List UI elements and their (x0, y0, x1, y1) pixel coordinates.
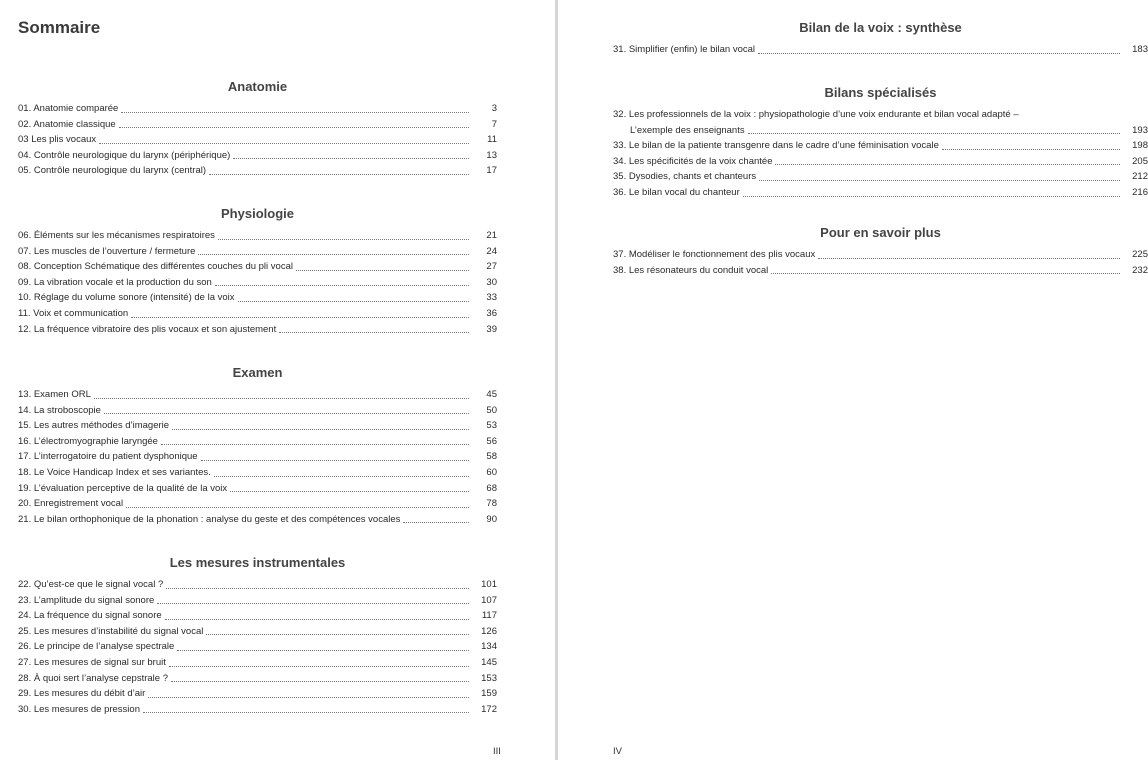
toc-entry (18, 639, 497, 655)
entry-label: 15. Les autres méthodes d’imagerie (18, 420, 170, 432)
toc-entry (18, 496, 497, 512)
toc-entry (18, 608, 497, 624)
entry-page-number: 101 (481, 579, 497, 590)
entry-page-number: 90 (486, 513, 497, 525)
entry-page-number: 58 (486, 451, 497, 463)
toc-entry (18, 228, 497, 244)
entry-page-number: 36 (486, 307, 497, 319)
entry-page-number: 30 (486, 276, 497, 288)
dot-leader (238, 301, 469, 302)
page-folio: III (493, 746, 501, 757)
dot-leader (126, 507, 469, 508)
dot-leader (206, 634, 469, 635)
dot-leader (758, 53, 1120, 54)
toc-entry (613, 42, 1148, 58)
toc-entry (18, 418, 497, 434)
dot-leader (198, 254, 469, 255)
document-title: Sommaire (18, 18, 101, 37)
toc-entry (18, 290, 497, 306)
dot-leader (296, 270, 469, 271)
toc-entry (18, 593, 497, 609)
section-title: Pour en savoir plus (820, 225, 941, 240)
entry-label: 25. Les mesures d’instabilité du signal vocal (18, 625, 204, 637)
toc-section (18, 204, 497, 337)
section-title: Anatomie (227, 79, 288, 94)
dot-leader (201, 460, 469, 461)
entry-label: 06. Éléments sur les mécanismes respiratoires (18, 230, 215, 241)
toc-entry (18, 259, 497, 275)
toc-entry (613, 138, 1148, 154)
entry-label: 16. L’électromyographie laryngée (18, 435, 158, 447)
dot-leader (148, 697, 469, 698)
entry-page-number: 205 (1132, 155, 1148, 167)
entry-label: 38. Les résonateurs du conduit vocal (613, 264, 769, 276)
toc-entry (613, 185, 1148, 201)
dot-leader (161, 444, 469, 445)
right-page (558, 0, 1148, 760)
entry-label: 37. Modéliser le fonctionnement des plis vocaux (613, 249, 816, 260)
dot-leader (169, 666, 469, 667)
entry-label: 14. La stroboscopie (18, 404, 101, 416)
left-page (0, 0, 556, 760)
dot-leader (771, 273, 1120, 274)
toc-entry (18, 465, 497, 481)
dot-leader (143, 712, 469, 713)
entry-page-number: 3 (491, 103, 497, 114)
dot-leader (131, 317, 469, 318)
entry-page-number: 225 (1132, 249, 1148, 260)
section-title: Bilans spécialisés (824, 85, 937, 100)
entry-label: 31. Simplifier (enfin) le bilan vocal (613, 44, 756, 55)
toc-entry (613, 263, 1148, 279)
toc-entry (18, 275, 497, 291)
entry-label: 35. Dysodies, chants et chanteurs (613, 171, 757, 183)
toc-entry (18, 481, 497, 497)
entry-label: 10. Réglage du volume sonore (intensité) de la voix (18, 292, 235, 304)
entry-page-number: 172 (481, 703, 497, 715)
entry-label: 32. Les professionnels de la voix : physiopathologie d’une voix endurante et bilan vocal adapté – (613, 109, 1019, 120)
entry-page-number: 134 (481, 641, 497, 653)
dot-leader (215, 285, 469, 286)
toc-section (18, 363, 497, 527)
dot-leader (209, 174, 469, 175)
entry-label: 02. Anatomie classique (18, 118, 116, 130)
entry-page-number: 50 (486, 404, 497, 416)
entry-label: 09. La vibration vocale et la production du son (18, 276, 212, 288)
toc-entry (18, 403, 497, 419)
toc-entry (18, 117, 497, 133)
dot-leader (743, 196, 1120, 197)
toc-entry (18, 163, 497, 179)
entry-page-number: 117 (481, 610, 497, 622)
dot-leader (748, 133, 1120, 134)
toc-entry (18, 577, 497, 593)
toc-entry (18, 306, 497, 322)
entry-label: 23. L’amplitude du signal sonore (18, 594, 155, 606)
entry-page-number: 39 (486, 323, 497, 335)
entry-page-number: 145 (481, 656, 497, 668)
dot-leader (177, 650, 469, 651)
entry-page-number: 216 (1132, 186, 1148, 198)
entry-label: 29. Les mesures du débit d’air (18, 688, 146, 700)
entry-label: 13. Examen ORL (18, 389, 91, 400)
entry-page-number: 7 (491, 118, 497, 130)
dot-leader (403, 522, 469, 523)
dot-leader (166, 588, 469, 589)
toc-entry (18, 101, 497, 117)
entry-label: 28. À quoi sert l’analyse cepstrale ? (18, 672, 168, 684)
dot-leader (230, 491, 469, 492)
dot-leader (157, 603, 469, 604)
entry-label: 26. Le principe de l’analyse spectrale (18, 641, 175, 653)
dot-leader (279, 332, 469, 333)
section-title: Les mesures instrumentales (169, 555, 346, 570)
dot-leader (214, 476, 469, 477)
toc-section (613, 223, 1148, 278)
dot-leader (104, 413, 469, 414)
dot-leader (171, 681, 469, 682)
toc-entry (613, 154, 1148, 170)
toc-entry (18, 671, 497, 687)
toc-entry (18, 387, 497, 403)
section-title: Physiologie (221, 206, 294, 221)
toc-section (18, 77, 497, 179)
entry-label: 17. L’interrogatoire du patient dysphonique (18, 451, 198, 463)
entry-label: 08. Conception Schématique des différentes couches du pli vocal (18, 261, 293, 273)
dot-leader (218, 239, 469, 240)
toc-entry (18, 449, 497, 465)
entry-page-number: 24 (486, 245, 497, 257)
section-title: Bilan de la voix : synthèse (799, 20, 962, 35)
entry-label: 36. Le bilan vocal du chanteur (613, 186, 740, 198)
dot-leader (775, 164, 1120, 165)
entry-page-number: 159 (481, 688, 497, 700)
entry-label: 22. Qu’est-ce que le signal vocal ? (18, 579, 164, 590)
entry-page-number: 126 (481, 625, 497, 637)
entry-page-number: 17 (486, 165, 497, 177)
toc-entry (18, 624, 497, 640)
entry-label: 18. Le Voice Handicap Index et ses variantes. (18, 466, 211, 478)
entry-label: 24. La fréquence du signal sonore (18, 610, 162, 622)
entry-page-number: 13 (486, 149, 497, 161)
toc-entry (613, 169, 1148, 185)
entry-label: 01. Anatomie comparée (18, 103, 119, 114)
toc-entry (18, 512, 497, 528)
toc-section (613, 83, 1148, 201)
dot-leader (94, 398, 469, 399)
entry-page-number: 11 (487, 134, 497, 146)
entry-page-number: 60 (486, 466, 497, 478)
entry-page-number: 53 (486, 420, 497, 432)
dot-leader (818, 258, 1120, 259)
entry-page-number: 33 (486, 292, 497, 304)
entry-label: 19. L’évaluation perceptive de la qualité de la voix (18, 482, 228, 494)
entry-page-number: 45 (486, 389, 497, 400)
entry-label: 34. Les spécificités de la voix chantée (613, 155, 773, 167)
entry-page-number: 27 (486, 261, 497, 273)
dot-leader (233, 158, 469, 159)
toc-entry (18, 655, 497, 671)
toc-entry (18, 322, 497, 338)
entry-label: 04. Contrôle neurologique du larynx (périphérique) (18, 149, 231, 161)
toc-entry (18, 148, 497, 164)
entry-label: 05. Contrôle neurologique du larynx (central) (18, 165, 206, 177)
entry-label: 07. Les muscles de l’ouverture / fermeture (18, 245, 196, 257)
dot-leader (121, 112, 469, 113)
dot-leader (99, 143, 469, 144)
dot-leader (759, 180, 1120, 181)
dot-leader (172, 429, 469, 430)
entry-page-number: 232 (1132, 264, 1148, 276)
entry-page-number: 56 (486, 435, 497, 447)
entry-page-number: 193 (1132, 124, 1148, 136)
entry-page-number: 183 (1132, 44, 1148, 55)
dot-leader (942, 149, 1120, 150)
entry-label: 27. Les mesures de signal sur bruit (18, 656, 166, 668)
toc-entry (18, 702, 497, 718)
toc-entry (613, 107, 1148, 138)
entry-page-number: 78 (486, 498, 497, 510)
toc-entry (18, 434, 497, 450)
toc-entry (18, 686, 497, 702)
section-title: Examen (232, 365, 283, 380)
entry-page-number: 153 (481, 672, 497, 684)
entry-label: 12. La fréquence vibratoire des plis vocaux et son ajustement (18, 323, 277, 335)
entry-label: 30. Les mesures de pression (18, 703, 140, 715)
toc-section (613, 18, 1148, 58)
page-folio: IV (613, 746, 622, 757)
entry-label: 03 Les plis vocaux (18, 134, 97, 146)
dot-leader (119, 127, 469, 128)
dot-leader (165, 619, 469, 620)
entry-label: 11. Voix et communication (18, 307, 129, 319)
entry-page-number: 68 (486, 482, 497, 494)
entry-label: 21. Le bilan orthophonique de la phonation : analyse du geste et des compétences vocales (18, 513, 401, 525)
entry-label: 20. Enregistrement vocal (18, 498, 124, 510)
toc-entry (613, 247, 1148, 263)
entry-page-number: 107 (481, 594, 497, 606)
entry-page-number: 198 (1132, 140, 1148, 152)
entry-page-number: 212 (1132, 171, 1148, 183)
entry-label-continuation: L’exemple des enseignants (630, 124, 745, 136)
entry-page-number: 21 (486, 230, 497, 241)
toc-section (18, 553, 497, 717)
entry-label-continuation-row (613, 123, 1148, 139)
toc-entry (18, 244, 497, 260)
entry-label: 33. Le bilan de la patiente transgenre dans le cadre d’une féminisation vocale (613, 140, 939, 152)
toc-entry (18, 132, 497, 148)
